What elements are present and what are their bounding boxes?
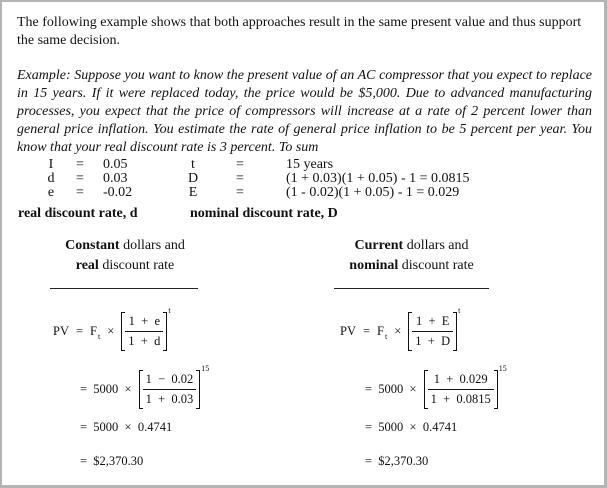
current-result: = $2,370.30 <box>365 454 429 468</box>
fraction-numerator: 1 − 0.02 <box>143 372 197 390</box>
constant-pv-formula <box>53 306 171 351</box>
future-value-symbol: $F_t$ <box>90 324 101 341</box>
times-sign: × <box>394 324 402 338</box>
current-heading-bold: Current <box>354 238 404 253</box>
definition-equals: = <box>236 185 244 200</box>
exponent: t <box>168 306 171 315</box>
constant-heading-text: dollars and <box>119 238 185 253</box>
definition-value: (1 + 0.03)(1 + 0.05) - 1 = 0.0815 <box>286 171 470 186</box>
current-pv-formula <box>340 306 461 351</box>
current-heading <box>334 236 489 276</box>
definition-row <box>43 186 132 200</box>
pv-label: PV <box>53 324 69 338</box>
definition-row <box>43 158 132 172</box>
fraction-numerator: 1 + 0.029 <box>428 372 494 390</box>
fraction-denominator: 1 + D <box>415 334 451 348</box>
bracketed-fraction <box>408 306 461 351</box>
definition-row <box>185 172 470 186</box>
current-step-2: = 5000 × 0.4741 <box>365 420 458 434</box>
constant-divider <box>50 288 198 289</box>
definition-equals: = <box>76 157 84 172</box>
future-value-symbol: $F_t$ <box>377 324 388 341</box>
definition-value: -0.02 <box>103 185 133 200</box>
nominal-discount-rate-label: nominal discount rate, D <box>190 206 338 221</box>
current-heading-text: dollars and <box>403 238 469 253</box>
real-heading-text: discount rate <box>98 258 175 273</box>
definition-symbol: I <box>48 157 54 172</box>
real-discount-rate-label: real discount rate, d <box>18 206 138 221</box>
definition-symbol: d <box>47 171 55 186</box>
definition-row <box>185 158 470 172</box>
times-sign: × <box>107 324 115 338</box>
current-step-1 <box>365 364 507 409</box>
definition-value: 15 years <box>286 157 334 172</box>
example-paragraph: Example: Suppose you want to know the present value of an AC compressor that you expect to replace in 15 years. If it were replaced today, the price would be $5,000. Due to advanced manufacturing processes, you expect that the price of compressors will increase at a rate of 2 percent lower than general price inflation. You estimate the rate of general price inflation to be 5 percent per year. You know that your real discount rate is 3 percent. To sum <box>17 68 592 155</box>
constant-heading-bold: Constant <box>65 238 120 253</box>
definition-symbol: D <box>187 171 199 186</box>
real-heading-bold: real <box>75 258 99 273</box>
fraction-denominator: 1 + d <box>128 334 161 348</box>
definition-symbol: E <box>188 185 198 200</box>
pv-label: PV <box>340 324 356 338</box>
definition-value: 0.05 <box>103 157 128 172</box>
bracketed-fraction <box>139 364 210 409</box>
definition-row <box>43 172 132 186</box>
exponent: 15 <box>201 364 210 373</box>
fraction-numerator: 1 + e <box>125 314 163 332</box>
definitions-right <box>185 158 470 200</box>
exponent: 15 <box>498 364 507 373</box>
definition-equals: = <box>76 185 84 200</box>
constant-result: = $2,370.30 <box>80 454 144 468</box>
step-prefix: = 5000 × <box>80 382 132 396</box>
nominal-heading-bold: nominal <box>349 258 399 273</box>
definition-value: (1 - 0.02)(1 + 0.05) - 1 = 0.029 <box>286 185 460 200</box>
nominal-heading-text: discount rate <box>398 258 474 273</box>
equals-sign: = <box>362 324 371 338</box>
definition-symbol: t <box>191 157 195 172</box>
constant-step-1 <box>80 364 210 409</box>
fraction-numerator: 1 + E <box>412 314 453 332</box>
bracketed-fraction <box>121 306 171 351</box>
definition-equals: = <box>236 171 244 186</box>
constant-heading <box>50 236 200 276</box>
fraction-denominator: 1 + 0.0815 <box>430 392 491 406</box>
definitions-left <box>43 158 132 200</box>
constant-step-2: = 5000 × 0.4741 <box>80 420 173 434</box>
current-divider <box>334 288 489 289</box>
definition-row <box>185 186 470 200</box>
definition-symbol: e <box>47 185 55 200</box>
equals-sign: = <box>75 324 84 338</box>
fraction-denominator: 1 + 0.03 <box>145 392 194 406</box>
definition-equals: = <box>236 157 244 172</box>
definition-equals: = <box>76 171 84 186</box>
intro-paragraph: The following example shows that both approaches result in the same present value and thus support the same decision. <box>17 15 582 48</box>
bracketed-fraction <box>424 364 507 409</box>
step-prefix: = 5000 × <box>365 382 417 396</box>
exponent: t <box>458 306 461 315</box>
definition-value: 0.03 <box>103 171 128 186</box>
